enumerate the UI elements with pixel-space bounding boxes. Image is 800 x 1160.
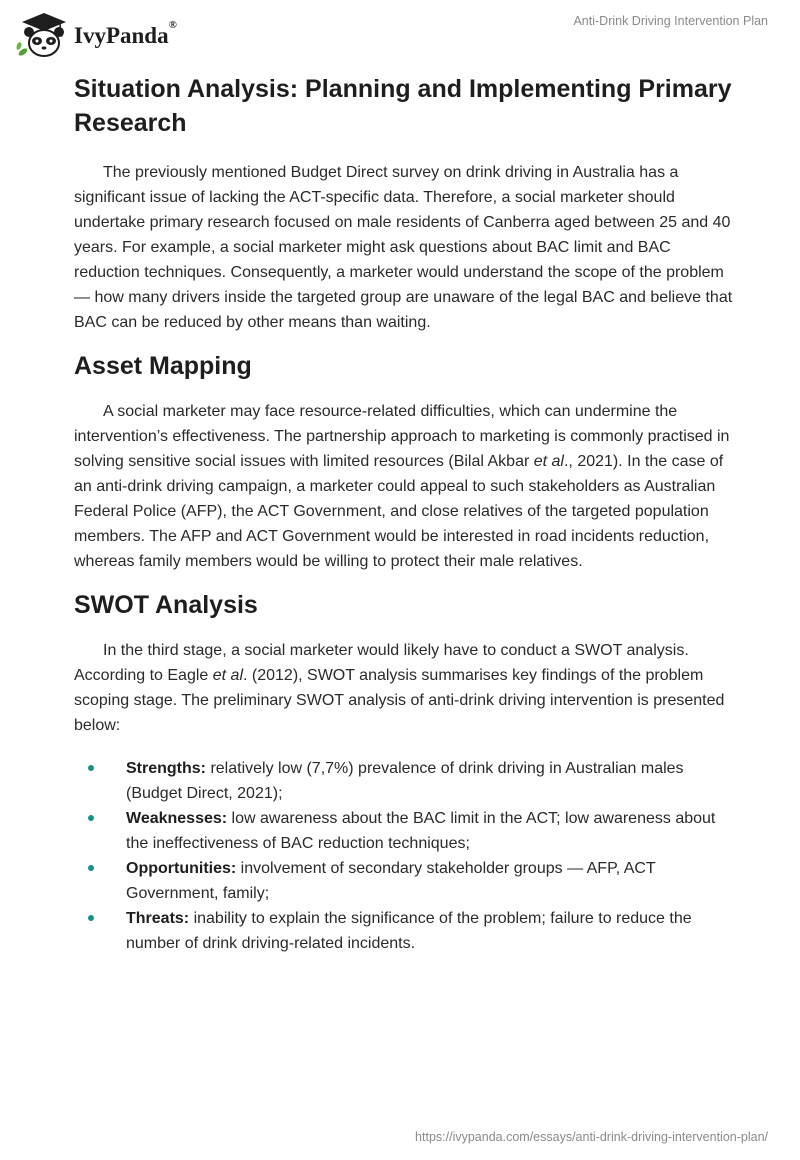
essay-content xyxy=(74,70,734,956)
swot-item-weaknesses: Weaknesses: low awareness about the BAC limit in the ACT; low awareness about the ineffectiveness of BAC reduction techniques; xyxy=(74,806,734,856)
paragraph-situation-analysis: The previously mentioned Budget Direct survey on drink driving in Australia has a significant issue of lacking the ACT-specific data. Therefore, a social marketer should undertake primary research focused on male residents of Canberra aged between 25 and 40 years. For example, a social marketer might ask questions about BAC limit and BAC reduction techniques. Consequently, a marketer would understand the scope of the problem — how many drivers inside the targeted group are unaware of the legal BAC and believe that BAC can be reduced by other means than waiting. xyxy=(74,164,733,331)
section-heading-swot-analysis: SWOT Analysis xyxy=(74,591,258,619)
section-heading-situation-analysis: Situation Analysis: Planning and Implementing Primary Research xyxy=(74,75,732,137)
logo-wordmark: IvyPanda® xyxy=(74,19,177,48)
bullet-icon xyxy=(88,815,94,821)
bullet-icon xyxy=(88,865,94,871)
section-heading-asset-mapping: Asset Mapping xyxy=(74,352,252,380)
document-title: Anti-Drink Driving Intervention Plan xyxy=(573,14,768,28)
page-header xyxy=(0,0,800,70)
bullet-icon xyxy=(88,915,94,921)
swot-item-opportunities: Opportunities: involvement of secondary stakeholder groups — AFP, ACT Government, family; xyxy=(74,856,734,906)
panda-logo-icon xyxy=(14,10,70,60)
bullet-icon xyxy=(88,765,94,771)
ivypanda-logo[interactable] xyxy=(14,10,177,60)
paragraph-swot-analysis: In the third stage, a social marketer would likely have to conduct a SWOT analysis. According to Eagle et al. (2012), SWOT analysis summarises key findings of the problem scoping stage. The preliminary SWOT analysis of anti-drink driving intervention is presented below: xyxy=(74,642,725,734)
swot-list xyxy=(74,756,734,956)
source-url[interactable]: https://ivypanda.com/essays/anti-drink-driving-intervention-plan/ xyxy=(415,1130,768,1144)
swot-item-strengths: Strengths: relatively low (7,7%) prevalence of drink driving in Australian males (Budget Direct, 2021); xyxy=(74,756,734,806)
swot-item-threats: Threats: inability to explain the significance of the problem; failure to reduce the number of drink driving-related incidents. xyxy=(74,906,734,956)
paragraph-asset-mapping: A social marketer may face resource-related difficulties, which can undermine the intervention’s effectiveness. The partnership approach to marketing is commonly practised in solving sensitive social issues with limited resources (Bilal Akbar et al., 2021). In the case of an anti-drink driving campaign, a marketer could appeal to such stakeholders as Australian Federal Police (AFP), the ACT Government, and close relatives of the targeted population members. The AFP and ACT Government would be interested in road incidents reduction, whereas family members would be willing to protect their male relatives. xyxy=(74,403,730,570)
